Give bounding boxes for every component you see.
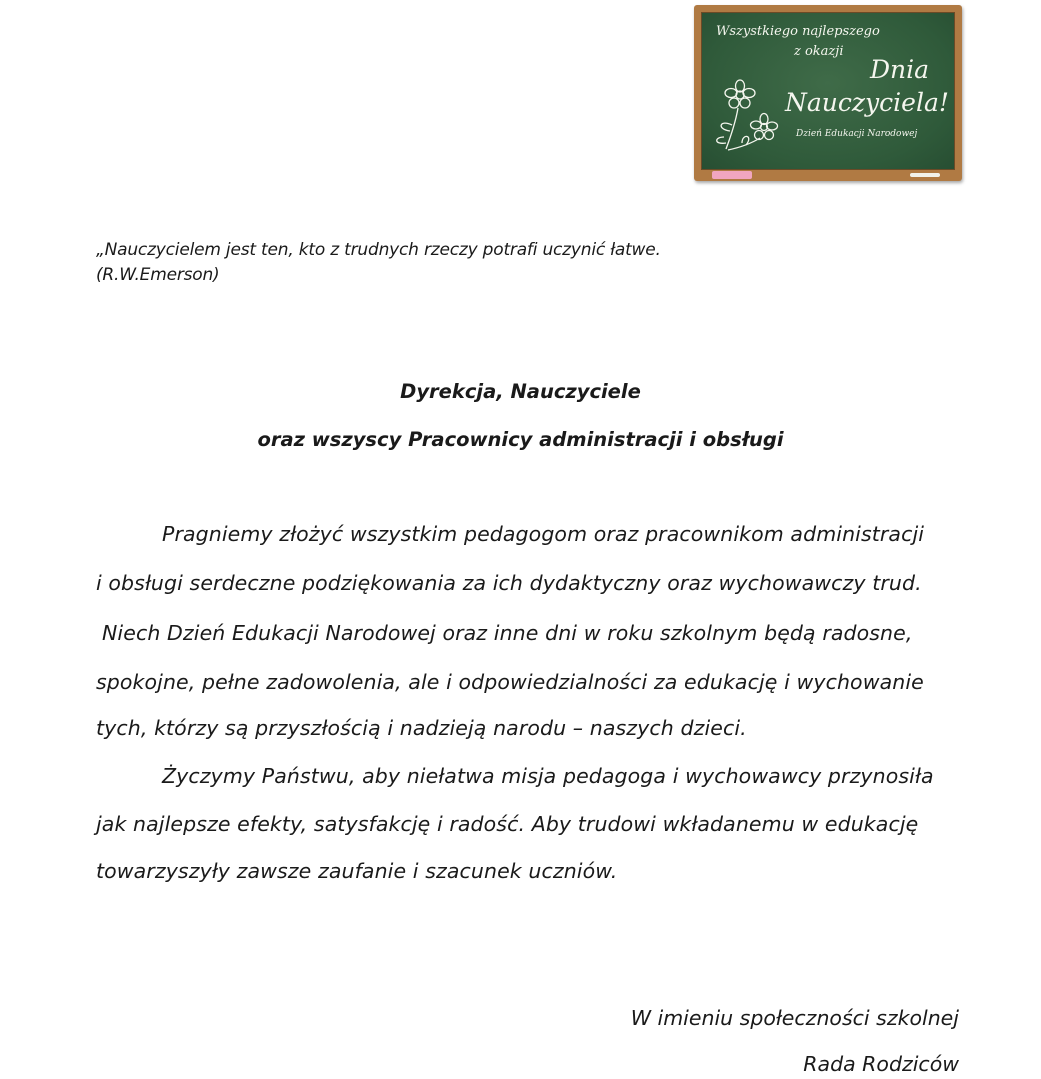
board-greeting-line: Wszystkiego najlepszego bbox=[716, 24, 880, 39]
quote-author: (R.W.Emerson) bbox=[96, 265, 220, 285]
board-occasion-line: z okazji bbox=[794, 44, 844, 59]
board-day-line: Dnia bbox=[870, 55, 930, 84]
body-line: Życzymy Państwu, aby niełatwa misja pedagoga i wychowawcy przynosiła bbox=[162, 764, 934, 788]
body-line: Niech Dzień Edukacji Narodowej oraz inne dni w roku szkolnym będą radosne, bbox=[102, 621, 913, 645]
flowers-drawing bbox=[712, 75, 788, 155]
body-line: i obsługi serdeczne podziękowania za ich dydaktyczny oraz wychowawczy trud. bbox=[96, 571, 922, 595]
chalk-stick bbox=[910, 173, 940, 177]
board-holiday-line: Dzień Edukacji Narodowej bbox=[796, 129, 918, 139]
body-line: towarzyszyły zawsze zaufanie i szacunek uczniów. bbox=[96, 859, 618, 883]
heading-line-1: Dyrekcja, Nauczyciele bbox=[400, 380, 641, 403]
board-teacher-line: Nauczyciela! bbox=[785, 88, 949, 117]
body-line: jak najlepsze efekty, satysfakcję i radość. Aby trudowi wkładanemu w edukację bbox=[96, 812, 919, 836]
quote-text: „Nauczycielem jest ten, kto z trudnych rzeczy potrafi uczynić łatwe. bbox=[96, 240, 661, 260]
chalk-eraser bbox=[712, 171, 752, 179]
body-line: tych, którzy są przyszłością i nadzieją narodu – naszych dzieci. bbox=[96, 716, 747, 740]
chalkboard-surface bbox=[701, 12, 955, 170]
body-line: spokojne, pełne zadowolenia, ale i odpowiedzialności za edukację i wychowanie bbox=[96, 670, 924, 694]
quote-block bbox=[96, 238, 661, 288]
signature-line-1: W imieniu społeczności szkolnej bbox=[630, 1006, 959, 1030]
body-line: Pragniemy złożyć wszystkim pedagogom oraz pracownikom administracji bbox=[162, 522, 925, 546]
heading-line-2: oraz wszyscy Pracownicy administracji i obsługi bbox=[257, 428, 784, 451]
signature-line-2: Rada Rodziców bbox=[803, 1052, 959, 1076]
chalkboard-image bbox=[694, 5, 962, 181]
